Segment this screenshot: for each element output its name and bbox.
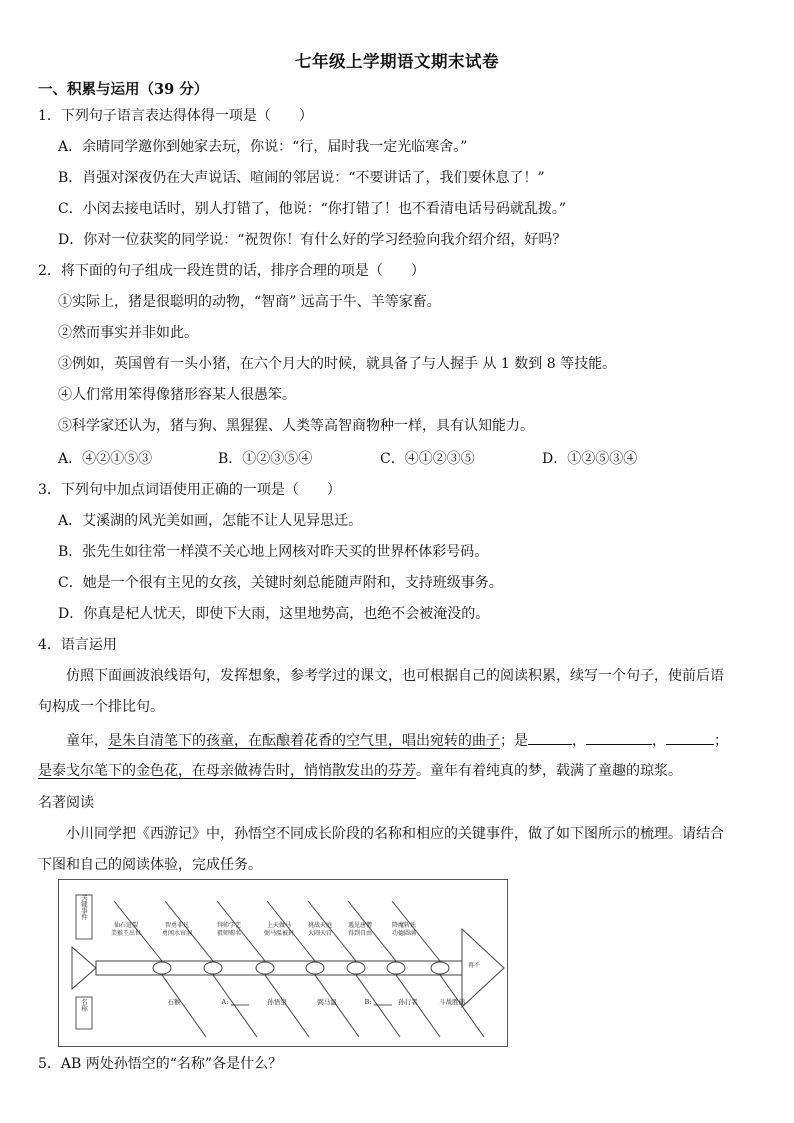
event-label: 挑战天庭 [307, 922, 333, 929]
question-3-option-b[interactable]: B．张先生如往常一样漠不关心地上网核对昨天买的世界杯体彩号码。 [58, 544, 489, 560]
wavy-underlined-text-2: 是泰戈尔笔下的金色花，在母亲做祷告时，悄悄散发出的芬芳 [38, 763, 416, 779]
event-label: 得到自由 [347, 930, 373, 937]
name-label: A: [221, 998, 229, 1006]
name-label: 石猴 [167, 998, 181, 1006]
question-2-sentence-2: ②然而事实并非如此。 [58, 325, 198, 341]
bone-node [153, 962, 171, 974]
event-label: 美猴王出世 [110, 930, 142, 937]
bone-node [387, 962, 405, 974]
section-heading: 一、积累与运用（39 分） [38, 81, 209, 98]
question-3-option-d[interactable]: D．你真是杞人忧天，即使下大雨，这里地势高，也绝不会被淹没的。 [58, 606, 490, 622]
fish-head-label: 再不 [468, 962, 481, 969]
bone-node [306, 962, 324, 974]
question-4-instruction-cont: 句构成一个排比句。 [38, 699, 164, 715]
question-4-stem: 4．语言运用 [38, 637, 117, 653]
question-1-option-b[interactable]: B．肖强对深夜仍在大声说话、喧闹的邻居说：“不要讲话了，我们要休息了！” [58, 170, 545, 186]
comma-2: ， [652, 733, 666, 749]
question-4-instruction: 仿照下面画波浪线语句，发挥想象，参考学过的课文，也可根据自己的阅读积累，续写一个句子，使前后语 [66, 668, 724, 684]
event-label: 上天做马 [266, 922, 292, 929]
event-label: 弼马温被封 [263, 930, 295, 937]
answer-blank-1[interactable] [528, 730, 572, 745]
question-2-sentence-3: ③例如，英国曾有一头小猪，在六个月大的时候，就具备了与人握手 从 1 数到 8 等技能。 [58, 356, 617, 372]
question-4-model-sentence-2 [38, 761, 682, 781]
event-label: 仙石迸裂 [113, 922, 139, 929]
wavy-underlined-text-1: 是朱自清笔下的孩童，在酝酿着花香的空气里，唱出宛转的曲子 [108, 733, 500, 749]
question-2-option-c[interactable]: C．④①②③⑤ [380, 451, 475, 467]
model-sentence-lead: 童年， [66, 733, 108, 749]
name-label: 孙悟空 [267, 998, 287, 1006]
bone-node [204, 962, 222, 974]
model-sentence-sep: ；是 [500, 733, 528, 749]
question-2-stem: 2．将下面的句子组成一段连贯的话，排序合理的项是（ ） [38, 263, 425, 279]
fishbone-diagram [58, 879, 508, 1047]
question-1-option-c[interactable]: C．小闵去接电话时，别人打错了，他说：“你打错了！也不看清电话号码就乱拨。” [58, 201, 567, 217]
reading-heading: 名著阅读 [38, 795, 94, 811]
fish-spine [96, 961, 464, 975]
event-label: 遇见唐僧 [347, 922, 373, 929]
question-1-option-a[interactable]: A．余晴同学邀你到她家去玩，你说：“行，届时我一定光临寒舍。” [58, 139, 468, 155]
event-label: 大闹天宫 [307, 930, 333, 937]
event-label: 勇闯水帘洞 [161, 930, 193, 937]
question-2-option-b[interactable]: B．①②③⑤④ [218, 451, 313, 467]
bone-node [431, 962, 449, 974]
reading-intro-cont: 下图和自己的阅读体验，完成任务。 [38, 857, 262, 873]
question-2-option-a[interactable]: A．④②①⑤③ [58, 451, 153, 467]
page-title: 七年级上学期语文期末试卷 [295, 52, 499, 71]
name-label: B: [364, 998, 372, 1006]
names-label: 名称 [80, 998, 88, 1012]
answer-blank-2[interactable] [586, 730, 652, 745]
question-3-option-a[interactable]: A．艾溪湖的风光美如画，怎能不让人见异思迁。 [58, 513, 363, 529]
question-2-sentence-1: ①实际上，猪是很聪明的动物，“智商” 远高于牛、羊等家畜。 [58, 294, 441, 310]
semicolon: ； [714, 733, 728, 749]
event-label: 降魔斩妖 [391, 922, 417, 929]
question-4-model-sentence-1 [66, 730, 728, 751]
model-sentence-end: 。童年有着纯真的梦，载满了童趣的琼浆。 [416, 763, 682, 779]
question-3-stem: 3．下列句中加点词语使用正确的一项是（ ） [38, 482, 341, 498]
question-3-option-c[interactable]: C．她是一个很有主见的女孩，关键时刻总能随声附和，支持班级事务。 [58, 575, 503, 591]
question-2-sentence-4: ④人们常用笨得像猪形容某人很愚笨。 [58, 387, 296, 403]
comma-1: ， [572, 733, 586, 749]
question-1-stem: 1．下列句子语言表达得体得一项是（ ） [38, 108, 313, 124]
question-1-option-d[interactable]: D．你对一位获奖的同学说：“祝贺你！有什么好的学习经验向我介绍介绍，好吗？ [58, 232, 567, 248]
reading-intro: 小川同学把《西游记》中，孙悟空不同成长阶段的名称和相应的关键事件，做了如下图所示的梳理。请结合 [66, 826, 724, 842]
question-2-option-d[interactable]: D．①②⑤③④ [542, 451, 638, 467]
bone-node [256, 962, 274, 974]
answer-blank-3[interactable] [666, 730, 714, 745]
question-5-stem: 5．AB 两处孙悟空的“名称”各是什么？ [38, 1056, 283, 1072]
event-label: 拜师学艺 [216, 922, 242, 929]
event-label: 智勇非凡 [164, 922, 190, 929]
name-label: 弼马温 [317, 998, 337, 1006]
name-label: 斗战胜佛 [439, 998, 465, 1006]
question-2-sentence-5: ⑤科学家还认为，猪与狗、黑猩猩、人类等高智商物种一样，具有认知能力。 [58, 418, 534, 434]
key-events-label: 关键事件 [80, 894, 88, 920]
event-label: 祖师赐名 [216, 930, 242, 937]
name-label: 孙行者 [398, 998, 418, 1006]
event-label: 功德圆满 [391, 930, 417, 937]
bone-node [347, 962, 365, 974]
